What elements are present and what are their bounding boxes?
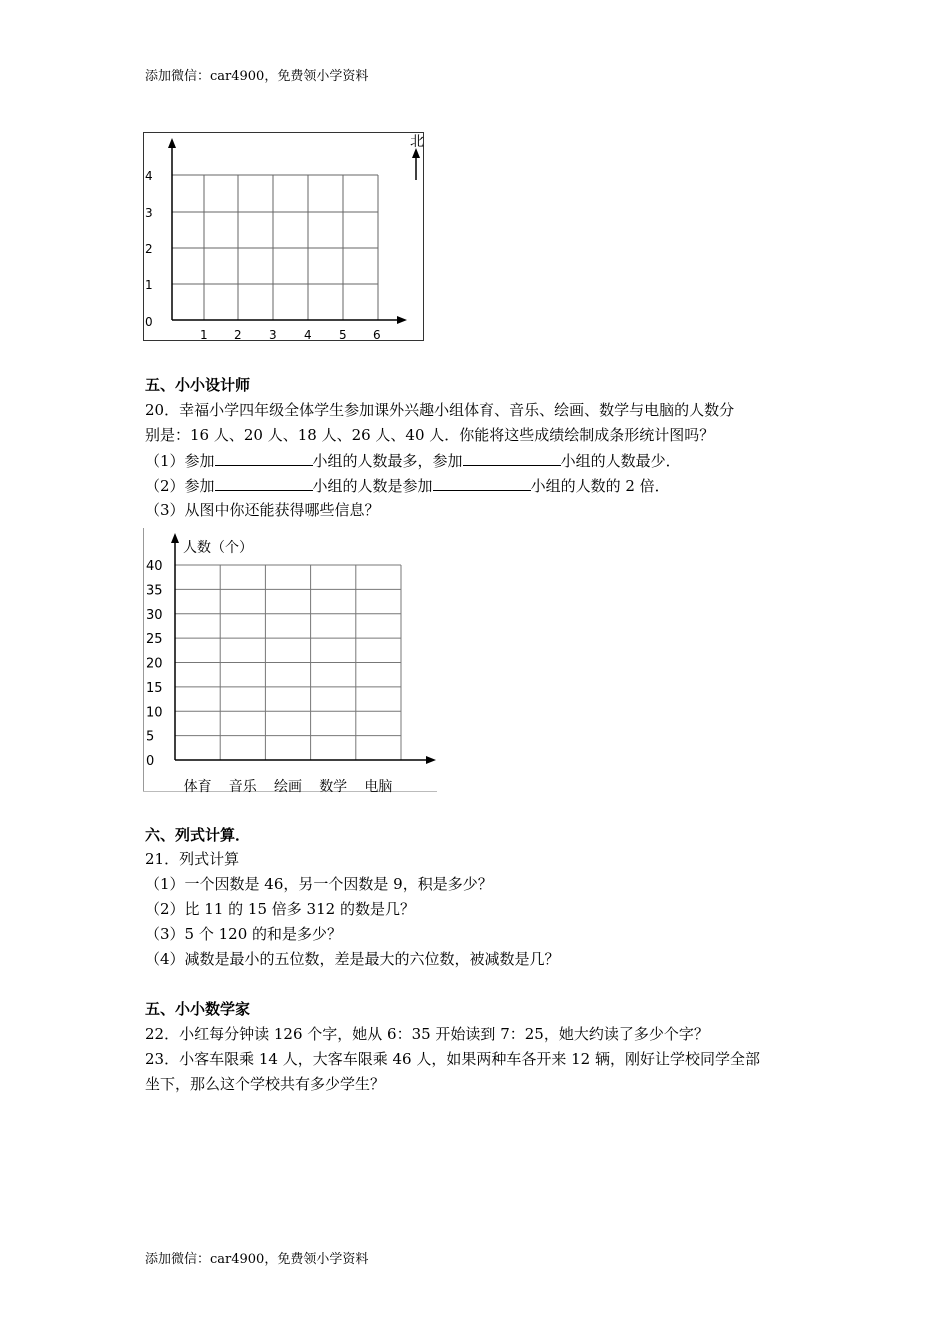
y-label: 3	[145, 206, 153, 220]
coordinate-grid-figure	[143, 130, 425, 346]
y-tick-label: 10	[146, 705, 163, 721]
section-title: 五、小小设计师	[145, 376, 251, 394]
bar-chart-figure	[143, 528, 439, 798]
x-label: 3	[269, 328, 277, 342]
question-21-part2: （2）比 11 的 15 倍多 312 的数是几？	[145, 900, 415, 918]
x-category-label: 绘画	[274, 779, 302, 794]
y-label: 4	[145, 169, 153, 183]
question-21-part3: （3）5 个 120 的和是多少？	[145, 925, 343, 943]
y-axis-title: 人数（个）	[183, 540, 253, 556]
question-20-line2: 别是：16 人、20 人、18 人、26 人、40 人．你能将这些成绩绘制成条形统计图吗？	[145, 426, 715, 444]
text-segment: 小组的人数最多，参加	[312, 452, 463, 470]
y-label: 1	[145, 278, 153, 292]
answer-blank[interactable]	[433, 474, 531, 491]
x-category-label: 体育	[183, 779, 212, 794]
y-label: 2	[145, 242, 153, 256]
section-title: 六、列式计算．	[145, 826, 251, 844]
answer-blank[interactable]	[463, 449, 561, 466]
text-segment: （1）参加	[145, 452, 215, 470]
x-category-label: 音乐	[228, 779, 257, 794]
y-tick-label: 15	[146, 680, 163, 696]
answer-blank[interactable]	[215, 474, 313, 491]
question-20-part2	[145, 474, 670, 497]
question-20-part3: （3）从图中你还能获得哪些信息？	[145, 501, 380, 519]
x-label: 6	[373, 328, 381, 342]
coordinate-grid-svg	[143, 130, 425, 342]
text-segment: （2）参加	[145, 477, 215, 495]
text-segment: 小组的人数是参加	[312, 477, 433, 495]
y-tick-label: 30	[146, 607, 163, 623]
watermark-top: 添加微信：car4900，免费领小学资料	[145, 69, 369, 84]
x-label: 4	[304, 328, 312, 342]
x-label: 1	[200, 328, 208, 342]
x-label: 2	[234, 328, 242, 342]
y-tick-label: 35	[146, 583, 163, 599]
question-22: 22．小红每分钟读 126 个字，她从 6：35 开始读到 7：25，她大约读了多少个字？	[145, 1025, 709, 1043]
bar-chart-svg	[143, 528, 439, 794]
x-label: 5	[339, 328, 347, 342]
y-tick-label: 40	[146, 559, 163, 574]
x-category-label: 电脑	[364, 779, 393, 794]
answer-blank[interactable]	[215, 449, 313, 466]
text-segment: 小组的人数最少．	[560, 452, 681, 470]
text-segment: 小组的人数的 2 倍．	[530, 477, 670, 495]
y-tick-label: 20	[146, 656, 163, 672]
watermark-bottom: 添加微信：car4900，免费领小学资料	[145, 1252, 369, 1267]
question-21-part1: （1）一个因数是 46，另一个因数是 9，积是多少？	[145, 875, 493, 893]
question-20-line1: 20．幸福小学四年级全体学生参加课外兴趣小组体育、音乐、绘画、数学与电脑的人数分	[145, 401, 735, 419]
y-label: 0	[145, 315, 153, 329]
question-21: 21．列式计算	[145, 850, 240, 868]
section-title: 五、小小数学家	[145, 1000, 251, 1018]
question-20-part1	[145, 449, 681, 472]
x-category-label: 数学	[319, 779, 348, 794]
y-tick-label: 0	[146, 754, 155, 769]
question-21-part4: （4）减数是最小的五位数，差是最大的六位数，被减数是几？	[145, 950, 560, 968]
north-label: 北	[410, 134, 424, 150]
question-23-line1: 23．小客车限乘 14 人，大客车限乘 46 人，如果两种车各开来 12 辆，刚好让学校同学全部	[145, 1050, 760, 1068]
y-tick-label: 25	[146, 632, 163, 648]
y-tick-label: 5	[146, 729, 155, 745]
question-23-line2: 坐下，那么这个学校共有多少学生？	[145, 1075, 386, 1093]
